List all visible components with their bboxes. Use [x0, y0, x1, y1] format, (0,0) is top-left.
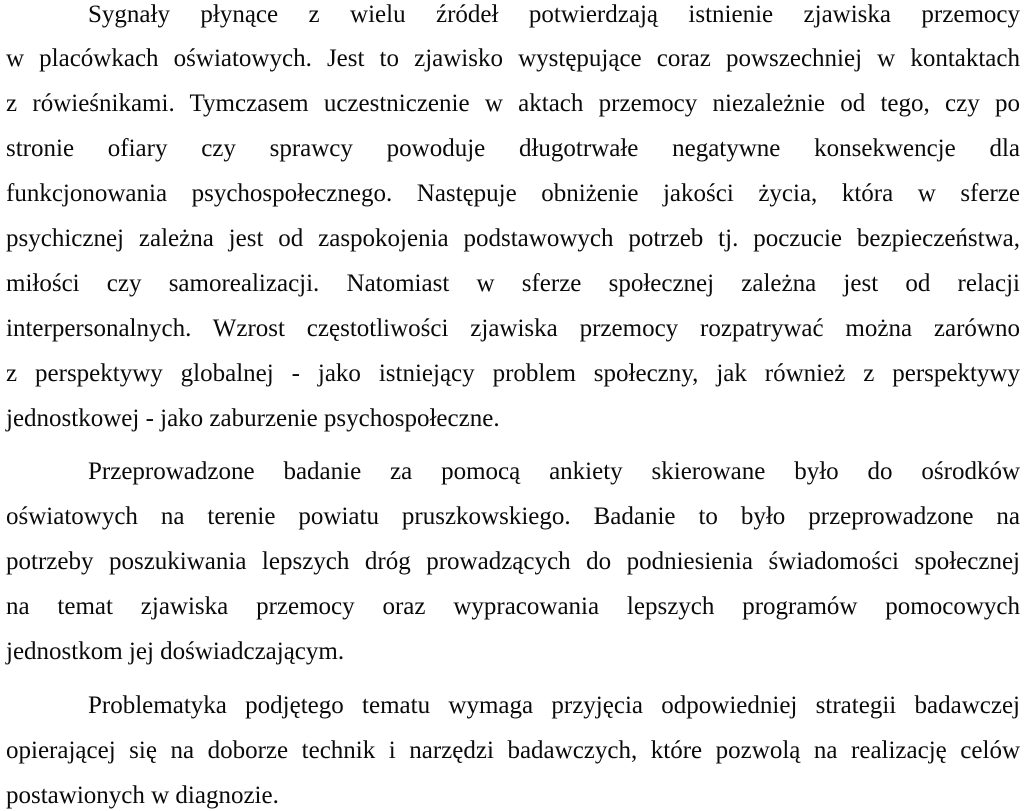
paragraph-2-line-5: jednostkom jej doświadczającym. [6, 638, 345, 665]
paragraph-1-line-10: jednostkowej - jako zaburzenie psychospołeczne. [6, 405, 500, 432]
paragraph-1-line-5: funkcjonowania psychospołecznego. Następuje obniżenie jakości życia, która w sferze [6, 180, 1020, 207]
paragraph-3-line-3: postawionych w diagnozie. [6, 782, 279, 809]
paragraph-1-line-1: Sygnały płynące z wielu źródeł potwierdzają istnienie zjawiska przemocy [88, 1, 1020, 28]
paragraph-1-line-2: w placówkach oświatowych. Jest to zjawisko występujące coraz powszechniej w kontaktach [6, 45, 1020, 72]
paragraph-3-line-1: Problematyka podjętego tematu wymaga przyjęcia odpowiedniej strategii badawczej [88, 692, 1020, 719]
paragraph-1-line-6: psychicznej zależna jest od zaspokojenia podstawowych potrzeb tj. poczucie bezpieczeństwa, [6, 225, 1020, 252]
paragraph-2-line-2: oświatowych na terenie powiatu pruszkowskiego. Badanie to było przeprowadzone na [6, 503, 1020, 530]
paragraph-1-line-9: z perspektywy globalnej - jako istniejący problem społeczny, jak również z perspektywy [6, 360, 1020, 387]
paragraph-2-line-4: na temat zjawiska przemocy oraz wypracowania lepszych programów pomocowych [6, 593, 1020, 620]
paragraph-3-line-2: opierającej się na doborze technik i narzędzi badawczych, które pozwolą na realizację celów [6, 737, 1020, 764]
paragraph-2-line-1: Przeprowadzone badanie za pomocą ankiety skierowane było do ośrodków [88, 458, 1020, 485]
paragraph-2-line-3: potrzeby poszukiwania lepszych dróg prowadzących do podniesienia świadomości społecznej [6, 548, 1020, 575]
paragraph-1-line-8: interpersonalnych. Wzrost częstotliwości zjawiska przemocy rozpatrywać można zarówno [6, 315, 1020, 342]
paragraph-1-line-4: stronie ofiary czy sprawcy powoduje długotrwałe negatywne konsekwencje dla [6, 135, 1020, 162]
paragraph-1-line-3: z rówieśnikami. Tymczasem uczestniczenie w aktach przemocy niezależnie od tego, czy po [6, 90, 1020, 117]
paragraph-1-line-7: miłości czy samorealizacji. Natomiast w sferze społecznej zależna jest od relacji [6, 270, 1020, 297]
